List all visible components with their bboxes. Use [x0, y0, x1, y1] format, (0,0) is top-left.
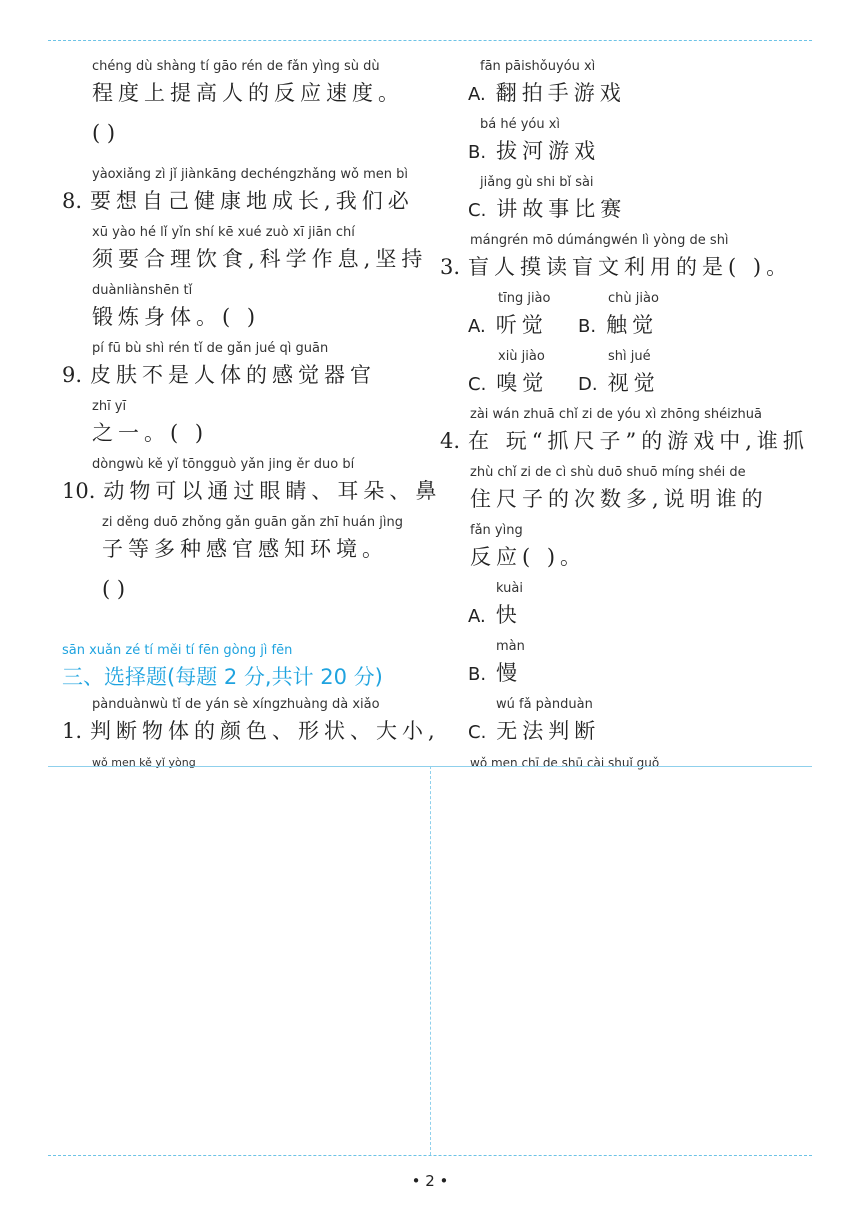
q9-text-2: 之一。( )	[92, 421, 209, 445]
bottom-dashed-rule	[48, 1155, 812, 1156]
q10-answer-paren[interactable]: ( )	[102, 577, 126, 601]
q4-text-3: 反应( )。	[470, 545, 587, 569]
q4-optB-letter: B.	[468, 664, 487, 685]
q3-optC-text: 嗅觉	[496, 371, 549, 395]
q4-text-2: 住尺子的次数多,说明谁的	[470, 487, 768, 511]
q8-text-1: 要想自己健康地成长,我们必	[90, 189, 414, 213]
q8-text-2: 须要合理饮食,科学作息,坚持	[92, 247, 428, 271]
q8-line-1	[62, 184, 424, 224]
q2-optB-text: 拔河游戏	[496, 139, 601, 163]
q7-text: 程度上提高人的反应速度。	[92, 81, 404, 105]
q4-line-1	[440, 424, 812, 464]
q3-optB-pinyin: chù jiào	[608, 291, 659, 306]
q4-optC-pinyin: wú fǎ pànduàn	[496, 697, 593, 712]
q2-optC-text: 讲故事比赛	[496, 197, 627, 221]
q4-optB-text: 慢	[496, 661, 523, 685]
q4-optA-letter: A.	[468, 606, 486, 627]
q8-pinyin-1: yàoxiǎng zì jǐ jiànkāng dechéngzhǎng wǒ men bì	[92, 167, 408, 182]
q1-pinyin-1: pànduànwù tǐ de yán sè xíngzhuàng dà xiǎo	[92, 697, 380, 712]
q1-text-1: 判断物体的颜色、形状、大小,	[90, 719, 440, 743]
q7-answer-paren[interactable]: ( )	[92, 121, 116, 145]
q7-pinyin: chéng dù shàng tí gāo rén de fǎn yìng sù dù	[92, 59, 380, 74]
q2-optA-text: 翻拍手游戏	[495, 81, 626, 105]
q3-opts-ab-pinyin	[440, 290, 812, 308]
q4-optB[interactable]	[440, 656, 812, 696]
q4-optA[interactable]	[440, 598, 812, 638]
q9-line-1	[62, 358, 424, 398]
section3-pinyin: sān xuǎn zé tí měi tí fēn gòng jì fēn	[62, 643, 293, 658]
q3-number: 3.	[440, 255, 461, 279]
page-number: • 2 •	[411, 1172, 449, 1190]
q3-optC-letter: C.	[468, 374, 487, 395]
q1-pinyin-2: wǒ men kě yǐ yòng	[92, 756, 196, 769]
q4-pinyin-2: zhù chǐ zi de cì shù duō shuō míng shéi de	[470, 465, 746, 480]
q3-optA-text: 听觉	[495, 313, 548, 337]
q4-optC-letter: C.	[468, 722, 487, 743]
q2-optA[interactable]	[440, 76, 812, 116]
q2-optC-letter: C.	[468, 200, 487, 221]
q4-optB-pinyin: màn	[496, 639, 525, 654]
q4-optC-text: 无法判断	[496, 719, 601, 743]
q4-text-1: 在 玩“抓尺子”的游戏中,谁抓	[468, 429, 809, 453]
left-column	[62, 58, 442, 772]
q10-text-2: 子等多种感官感知环境。	[102, 537, 388, 561]
q3-optB-text: 触觉	[606, 313, 659, 337]
q9-pinyin-2: zhī yī	[92, 399, 127, 414]
q4-optC[interactable]	[440, 714, 812, 754]
q2-optA-letter: A.	[468, 84, 486, 105]
q4-optA-text: 快	[495, 603, 522, 627]
q3-optC-pinyin: xiù jiào	[498, 349, 545, 364]
page-divider-vertical	[430, 766, 431, 1155]
q3-opts-cd	[440, 366, 812, 406]
q4-optA-pinyin: kuài	[496, 581, 523, 596]
right-column	[440, 58, 812, 772]
q8-pinyin-2: xū yào hé lǐ yǐn shí kē xué zuò xī jiān chí	[92, 225, 355, 240]
q3-optC[interactable]	[468, 366, 578, 406]
q10-text-1: 动物可以通过眼睛、耳朵、鼻	[103, 479, 442, 503]
q2-optA-pinyin: fān pāishǒuyóu xì	[480, 59, 596, 74]
q10-line-1	[62, 474, 442, 514]
section3-title: 三、选择题(每题 2 分,共计 20 分)	[62, 665, 383, 689]
q2-optB-pinyin: bá hé yóu xì	[480, 117, 561, 132]
q3-opts-ab	[440, 308, 812, 348]
q9-pinyin-1: pí fū bù shì rén tǐ de gǎn jué qì guān	[92, 341, 329, 356]
q10-pinyin-1: dòngwù kě yǐ tōngguò yǎn jing ěr duo bí	[92, 457, 355, 472]
q9-number: 9.	[62, 363, 83, 387]
q3-optD[interactable]	[578, 366, 688, 406]
q4-pinyin-1: zài wán zhuā chǐ zi de yóu xì zhōng shéizhuā	[470, 407, 762, 422]
q8-text-3: 锻炼身体。( )	[92, 305, 261, 329]
q3-optD-letter: D.	[578, 374, 598, 395]
q3-optA[interactable]	[468, 308, 578, 348]
q3-text: 盲人摸读盲文利用的是( )。	[468, 255, 793, 279]
q2-optB[interactable]	[440, 134, 812, 174]
q2-optC[interactable]	[440, 192, 812, 232]
q1-line-1	[62, 714, 440, 754]
q10-pinyin-2: zi děng duō zhǒng gǎn guān gǎn zhī huán jìng	[102, 515, 404, 530]
q4-pinyin-3: fǎn yìng	[470, 523, 523, 538]
q3-optB-letter: B.	[578, 316, 597, 337]
q2-optC-pinyin: jiǎng gù shi bǐ sài	[480, 175, 594, 190]
q3-optA-letter: A.	[468, 316, 486, 337]
q3-line	[440, 250, 812, 290]
q8-number: 8.	[62, 189, 83, 213]
q8-pinyin-3: duànliànshēn tǐ	[92, 283, 193, 298]
q4-number: 4.	[440, 429, 461, 453]
q3-optA-pinyin: tīng jiào	[498, 291, 551, 306]
q3-optD-text: 视觉	[607, 371, 660, 395]
q3-optB[interactable]	[578, 308, 688, 348]
q9-text-1: 皮肤不是人体的感觉器官	[90, 363, 377, 387]
q3-optD-pinyin: shì jué	[608, 349, 651, 364]
top-dashed-rule	[48, 40, 812, 41]
q10-number: 10.	[62, 479, 96, 503]
q1-number: 1.	[62, 719, 83, 743]
q5-pinyin-partial: wǒ men chī de shū cài shuǐ guǒ	[470, 756, 660, 770]
q3-opts-cd-pinyin	[440, 348, 812, 366]
q2-optB-letter: B.	[468, 142, 487, 163]
q3-pinyin: mángrén mō dúmángwén lì yòng de shì	[470, 233, 729, 248]
